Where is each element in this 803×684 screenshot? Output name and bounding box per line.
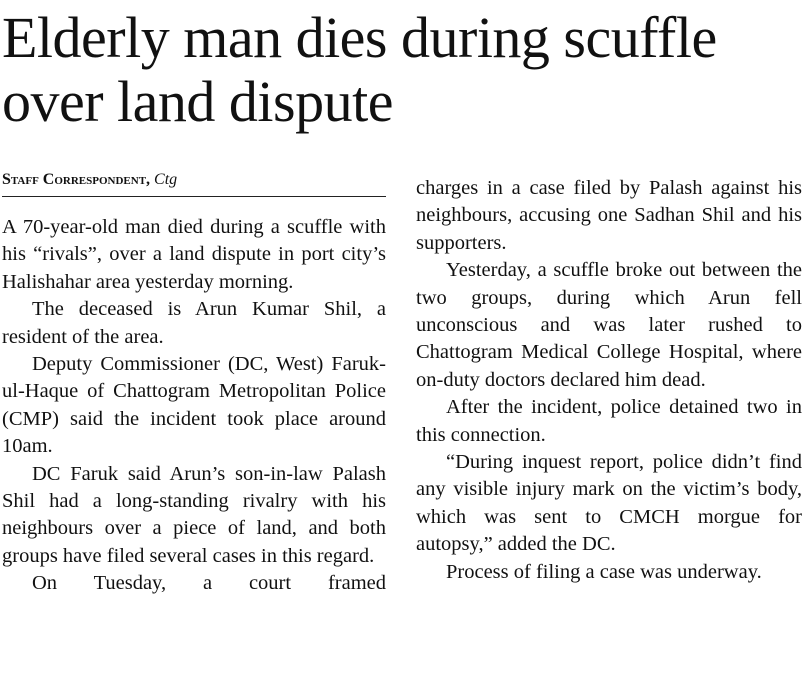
paragraph: Process of filing a case was underway. xyxy=(446,560,762,583)
paragraph: DC Faruk said Arun’s son-in-law Palash Shil had a long-standing rivalry with his neighbours over a piece of land, and both groups have filed several cases in this regard. xyxy=(2,462,386,567)
headline: Elderly man dies during scuffle over land dispute xyxy=(2,5,717,134)
paragraph: After the incident, police detained two in this connection. xyxy=(416,396,802,446)
byline-location: Ctg xyxy=(154,171,178,188)
paragraph: Yesterday, a scuffle broke out between the two groups, during which Arun fell unconscious and was later rushed to Chattogram Medical College Hospital, where on-duty doctors declared him dead. xyxy=(416,259,802,391)
article-column-1 xyxy=(2,214,386,598)
article-column-2 xyxy=(416,175,802,586)
byline-author: Staff Correspondent, xyxy=(2,171,151,188)
paragraph: A 70-year-old man died during a scuffle with his “rivals”, over a land dispute in port city’s Halishahar area yesterday morning. xyxy=(2,216,386,293)
byline xyxy=(2,170,386,197)
paragraph: Deputy Commissioner (DC, West) Faruk-ul-Haque of Chattogram Metropolitan Police (CMP) said the incident took place around 10am. xyxy=(2,353,386,458)
paragraph: On Tuesday, a court framed xyxy=(32,572,386,595)
paragraph: The deceased is Arun Kumar Shil, a resident of the area. xyxy=(2,298,386,348)
paragraph: “During inquest report, police didn’t find any visible injury mark on the victim’s body, which was sent to CMCH morgue for autopsy,” added the DC. xyxy=(416,451,802,556)
paragraph-continued: charges in a case filed by Palash against his neighbours, accusing one Sadhan Shil and his supporters. xyxy=(416,177,802,254)
